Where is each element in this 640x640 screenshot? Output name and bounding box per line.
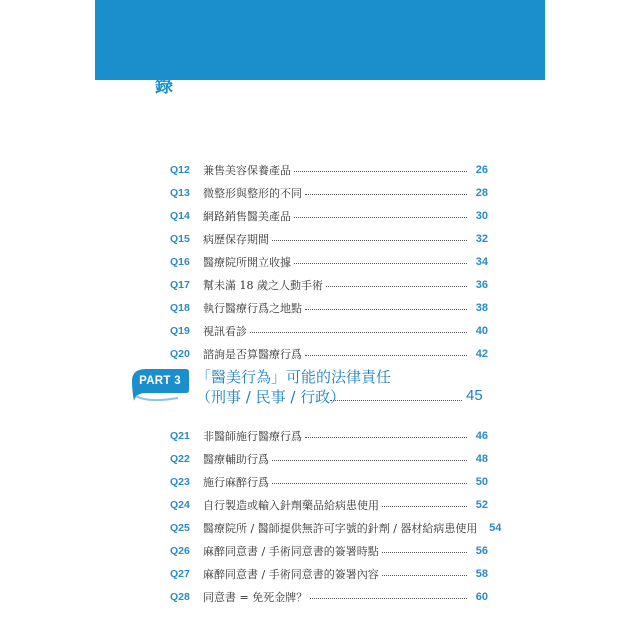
dot-leader <box>305 355 467 356</box>
question-number: Q12 <box>170 163 190 176</box>
dot-leader <box>330 400 462 401</box>
toc-entry[interactable] <box>170 562 488 585</box>
dot-leader <box>382 506 467 507</box>
dot-leader <box>272 460 467 461</box>
dot-leader <box>294 263 467 264</box>
entry-title: 麻醉同意書 / 手術同意書的簽署內容 <box>203 567 379 581</box>
page-number: 40 <box>475 324 488 337</box>
toc-entry[interactable] <box>170 158 488 181</box>
dot-leader <box>250 332 467 333</box>
entry-title: 醫療院所開立收據 <box>203 255 291 269</box>
toc-entry[interactable] <box>170 516 502 539</box>
part-title-line2[interactable]: （刑事 / 民事 / 行政） <box>196 388 346 406</box>
question-number: Q15 <box>170 232 190 245</box>
entry-title: 同意書 = 免死金牌？ <box>203 590 308 604</box>
toc-entry[interactable] <box>170 296 488 319</box>
dot-leader <box>294 171 467 172</box>
question-number: Q28 <box>170 590 190 603</box>
question-number: Q22 <box>170 452 190 465</box>
entry-title: 醫療輔助行爲 <box>203 452 269 466</box>
toc-list-top <box>170 158 488 365</box>
toc-heading-english: CONTENTS <box>178 60 287 81</box>
part-title-line1[interactable]: 「醫美行為」可能的法律責任 <box>196 368 392 386</box>
toc-entry[interactable] <box>170 470 488 493</box>
dot-leader <box>382 575 467 576</box>
question-number: Q18 <box>170 301 190 314</box>
question-number: Q25 <box>170 521 190 534</box>
entry-title: 麻醉同意書 / 手術同意書的簽署時點 <box>203 544 379 558</box>
page-number: 56 <box>475 544 488 557</box>
dot-leader <box>382 552 467 553</box>
page-number: 30 <box>475 209 488 222</box>
dot-leader <box>310 598 467 599</box>
entry-title: 自行製造或輸入針劑藥品給病患使用 <box>203 498 379 512</box>
page-number: 34 <box>475 255 488 268</box>
page-number: 54 <box>489 521 502 534</box>
dot-leader <box>294 217 467 218</box>
question-number: Q24 <box>170 498 190 511</box>
dot-leader <box>272 483 467 484</box>
question-number: Q21 <box>170 429 190 442</box>
entry-title: 兼售美容保養產品 <box>203 163 291 177</box>
page-number: 38 <box>475 301 488 314</box>
page-number: 60 <box>475 590 488 603</box>
toc-entry[interactable] <box>170 342 488 365</box>
entry-title: 網路銷售醫美產品 <box>203 209 291 223</box>
dot-leader <box>272 240 467 241</box>
entry-title: 施行麻醉行爲 <box>203 475 269 489</box>
question-number: Q17 <box>170 278 190 291</box>
dot-leader <box>326 286 467 287</box>
page-number: 32 <box>475 232 488 245</box>
question-number: Q16 <box>170 255 190 268</box>
part-label: PART 3 <box>139 375 181 387</box>
toc-entry[interactable] <box>170 447 488 470</box>
question-number: Q14 <box>170 209 190 222</box>
entry-title: 微整形與整形的不同 <box>203 186 302 200</box>
question-number: Q26 <box>170 544 190 557</box>
entry-title: 視訊看診 <box>203 324 247 338</box>
toc-entry[interactable] <box>170 539 488 562</box>
entry-title: 幫未滿 18 歲之人動手術 <box>203 278 323 292</box>
dot-leader <box>305 194 467 195</box>
question-number: Q27 <box>170 567 190 580</box>
question-number: Q23 <box>170 475 190 488</box>
toc-heading-chinese <box>155 60 175 96</box>
toc-heading-char-1: 目 <box>155 58 173 79</box>
page-number: 36 <box>475 278 488 291</box>
entry-title: 諮詢是否算醫療行爲 <box>203 347 302 361</box>
entry-title: 執行醫療行爲之地點 <box>203 301 302 315</box>
toc-heading-char-2: 錄 <box>155 76 173 97</box>
page-number: 52 <box>475 498 488 511</box>
toc-entry[interactable] <box>170 227 488 250</box>
page-number: 28 <box>475 186 488 199</box>
toc-entry[interactable] <box>170 585 488 608</box>
dot-leader <box>305 309 467 310</box>
toc-entry[interactable] <box>170 424 488 447</box>
question-number: Q13 <box>170 186 190 199</box>
page-number: 50 <box>475 475 488 488</box>
toc-entry[interactable] <box>170 250 488 273</box>
question-number: Q19 <box>170 324 190 337</box>
entry-title: 非醫師施行醫療行爲 <box>203 429 302 443</box>
page-number: 48 <box>475 452 488 465</box>
page-number: 26 <box>475 163 488 176</box>
toc-entry[interactable] <box>170 493 488 516</box>
toc-list-bottom <box>170 424 502 608</box>
page-number: 46 <box>475 429 488 442</box>
toc-entry[interactable] <box>170 319 488 342</box>
entry-title: 病歷保存期間 <box>203 232 269 246</box>
question-number: Q20 <box>170 347 190 360</box>
toc-entry[interactable] <box>170 204 488 227</box>
part-page-number: 45 <box>466 387 483 404</box>
page-number: 58 <box>475 567 488 580</box>
toc-entry[interactable] <box>170 273 488 296</box>
entry-title: 醫療院所 / 醫師提供無許可字號的針劑 / 器材給病患使用 <box>203 521 478 535</box>
page-number: 42 <box>475 347 488 360</box>
dot-leader <box>305 437 467 438</box>
toc-entry[interactable] <box>170 181 488 204</box>
